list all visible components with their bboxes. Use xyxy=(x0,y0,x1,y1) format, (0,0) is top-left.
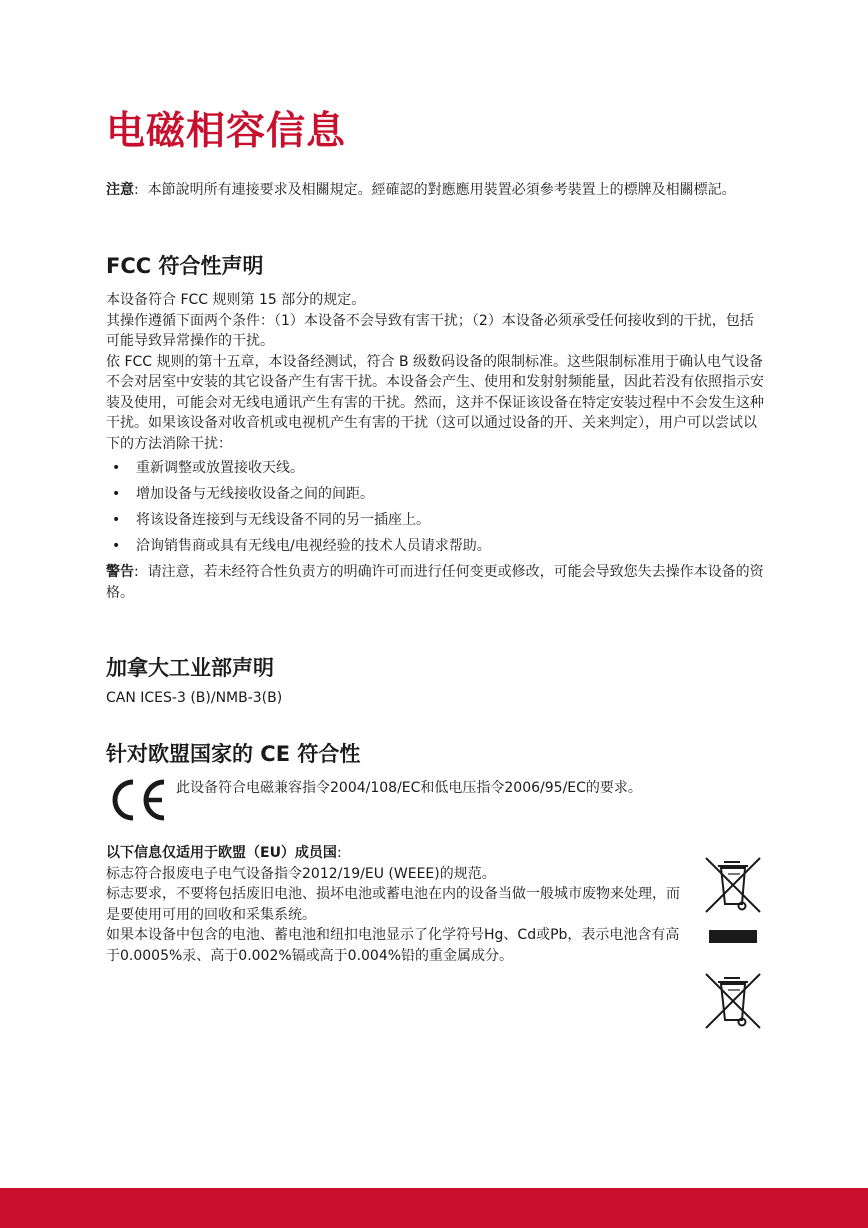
ce-mark-icon xyxy=(106,778,168,822)
crossed-out-wheelie-bin-icon xyxy=(702,854,764,916)
note-label: 注意 xyxy=(106,182,134,198)
page-title: 电磁相容信息 xyxy=(106,109,347,154)
warning-text: 请注意，若未经符合性负责方的明确许可而进行任何变更或修改，可能会导致您失去操作本设备的资格。 xyxy=(106,564,764,601)
note-text: 本節說明所有連接要求及相關規定。經確認的對應應用裝置必須參考裝置上的標牌及相關標記。 xyxy=(147,182,736,198)
bullet-marker: • xyxy=(112,460,121,476)
bullet-marker: • xyxy=(112,486,121,502)
eu-separator: : xyxy=(336,845,342,861)
crossed-out-wheelie-bin-icon xyxy=(702,970,764,1032)
footer-band xyxy=(0,1188,868,1228)
eu-line-3: 如果本设备中包含的电池、蓄电池和纽扣电池显示了化学符号Hg、Cd或Pb，表示电池含有高于0.0005%汞、高于0.002%镉或高于0.004%铅的重金属成分。 xyxy=(106,927,680,964)
fcc-paragraph-2: 其操作遵循下面两个条件：（1）本设备不会导致有害干扰；（2）本设备必须承受任何接收到的干扰，包括可能导致异常操作的干扰。 xyxy=(106,312,754,349)
warning-paragraph xyxy=(106,562,766,603)
fcc-bullet-list xyxy=(106,458,766,556)
warning-label: 警告 xyxy=(106,564,134,580)
eu-label: 以下信息仅适用于欧盟（EU）成员国 xyxy=(106,845,337,861)
bullet-marker: • xyxy=(112,512,121,528)
canada-statement: CAN ICES-3 (B)/NMB-3(B) xyxy=(106,690,283,706)
bullet-marker: • xyxy=(112,538,121,554)
list-item: • 重新调整或放置接收天线。 xyxy=(112,460,304,476)
eu-section xyxy=(106,843,691,966)
fcc-section xyxy=(106,290,766,603)
eu-label-line xyxy=(106,843,691,864)
eu-line-1: 标志符合报废电子电气设备指令2012/19/EU (WEEE)的规范。 xyxy=(106,865,496,882)
canada-heading: 加拿大工业部声明 xyxy=(106,656,274,680)
note-paragraph xyxy=(106,180,766,200)
list-item: • 将该设备连接到与无线设备不同的另一插座上。 xyxy=(112,512,430,528)
list-item: • 增加设备与无线接收设备之间的间距。 xyxy=(112,486,374,502)
weee-bar xyxy=(709,930,757,943)
fcc-heading: FCC 符合性声明 xyxy=(106,254,264,278)
ce-heading: 针对欧盟国家的 CE 符合性 xyxy=(106,742,361,766)
ce-statement: 此设备符合电磁兼容指令2004/108/EC和低电压指令2006/95/EC的要求。 xyxy=(176,780,642,796)
fcc-paragraph-3: 依 FCC 规则的第十五章，本设备经测试，符合 B 级数码设备的限制标准。这些限制标准用于确认电气设备不会对居室中安装的其它设备产生有害干扰。本设备会产生、使用和发射射频能量，因此若没有依照指示安装及使用，可能会对无线电通讯产生有害的干扰。然而，这并不保证该设备在特定安装过程中不会发生这种干扰。如果该设备对收音机或电视机产生有害的干扰（这可以通过设备的开、关来判定），用户可以尝试以下的方法消除干扰： xyxy=(106,353,764,452)
note-separator: : xyxy=(134,182,139,198)
list-item: • 洽询销售商或具有无线电/电视经验的技术人员请求帮助。 xyxy=(112,538,491,554)
warning-separator: : xyxy=(134,564,139,580)
eu-line-2: 标志要求，不要将包括废旧电池、损坏电池或蓄电池在内的设备当做一般城市废物来处理，而是要使用可用的回收和采集系统。 xyxy=(106,886,680,923)
fcc-paragraph-1: 本设备符合 FCC 规则第 15 部分的规定。 xyxy=(106,292,366,308)
